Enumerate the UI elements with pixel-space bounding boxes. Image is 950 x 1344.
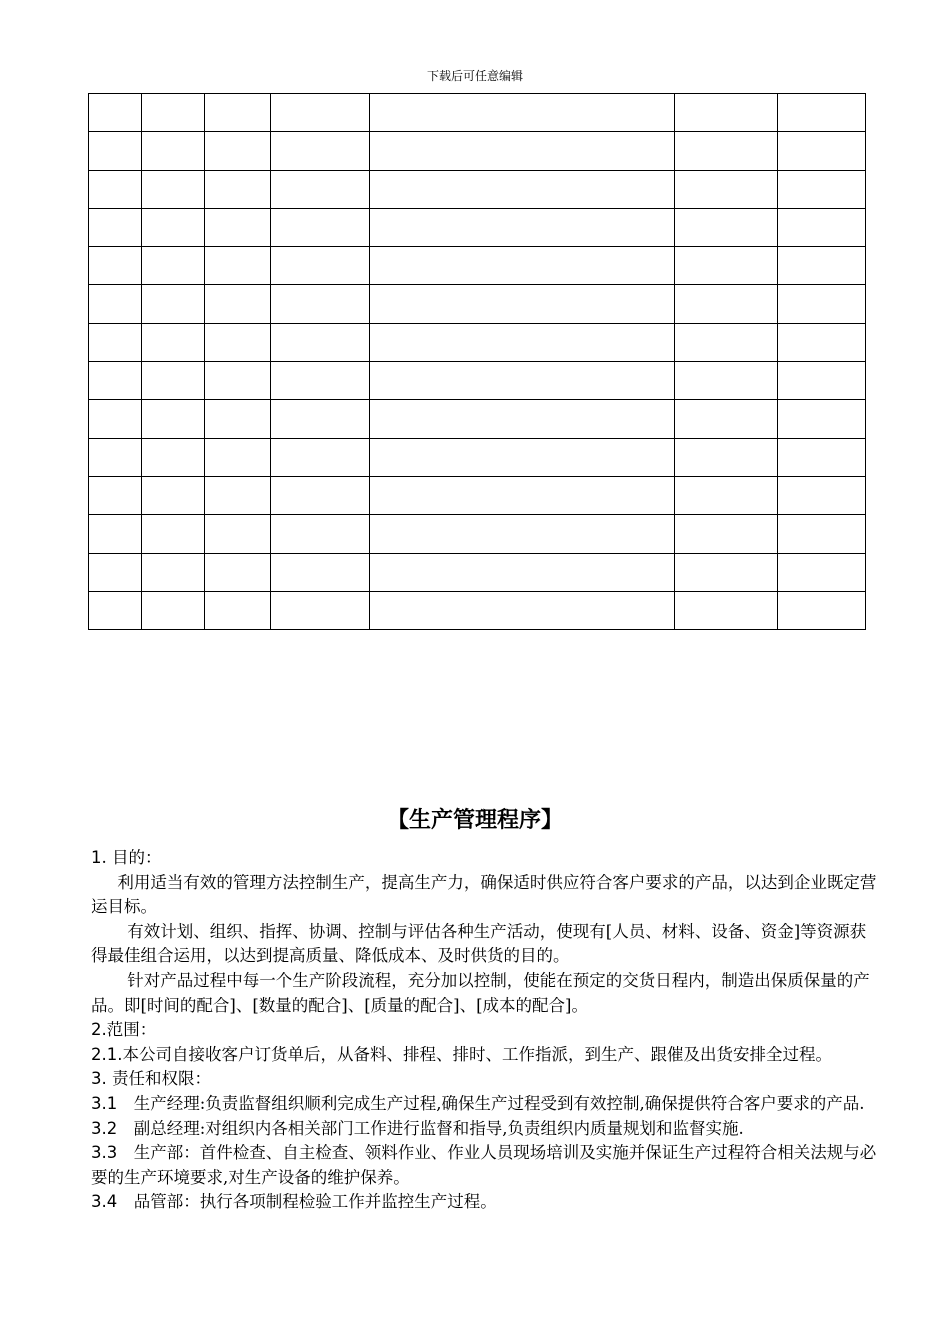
table-cell <box>370 323 675 361</box>
table-cell <box>142 476 205 514</box>
table-cell <box>89 438 142 476</box>
table-cell <box>778 438 866 476</box>
table-cell <box>675 362 778 400</box>
table-cell <box>675 132 778 170</box>
table-cell <box>142 362 205 400</box>
table-cell <box>370 94 675 132</box>
table-cell <box>205 285 271 323</box>
table-cell <box>271 132 370 170</box>
document-body <box>91 846 881 1215</box>
table-cell <box>271 553 370 591</box>
table-cell <box>778 247 866 285</box>
table-cell <box>142 132 205 170</box>
table-row <box>89 323 866 361</box>
table-cell <box>271 323 370 361</box>
table-cell <box>89 285 142 323</box>
table-cell <box>271 170 370 208</box>
responsibility-item-3-4: 3.4 品管部：执行各项制程检验工作并监控生产过程。 <box>91 1192 497 1212</box>
table-cell <box>778 208 866 246</box>
table-row <box>89 208 866 246</box>
table-cell <box>142 208 205 246</box>
purpose-paragraph-2: 有效计划、组织、指挥、协调、控制与评估各种生产活动，使现有[人员、材料、设备、资金]等资源获得最佳组合运用，以达到提高质量、降低成本、及时供货的目的。 <box>91 921 867 966</box>
table-cell <box>205 553 271 591</box>
table-cell <box>142 170 205 208</box>
table-cell <box>370 170 675 208</box>
table-cell <box>142 323 205 361</box>
table-cell <box>778 591 866 629</box>
table-row <box>89 247 866 285</box>
table-cell <box>271 362 370 400</box>
responsibility-item-3-2: 3.2 副总经理:对组织内各相关部门工作进行监督和指导,负责组织内质量规划和监督实施. <box>91 1118 744 1138</box>
table-cell <box>205 247 271 285</box>
table-cell <box>675 94 778 132</box>
table-cell <box>271 285 370 323</box>
table-cell <box>370 400 675 438</box>
table-cell <box>675 400 778 438</box>
table-cell <box>370 438 675 476</box>
section-heading-scope: 2.范围： <box>91 1020 157 1040</box>
table-cell <box>370 476 675 514</box>
table-cell <box>89 553 142 591</box>
table-cell <box>205 132 271 170</box>
purpose-paragraph-3: 针对产品过程中每一个生产阶段流程，充分加以控制，使能在预定的交货日程内，制造出保质保量的产品。即[时间的配合]、[数量的配合]、[质量的配合]、[成本的配合]。 <box>91 970 870 1015</box>
table-cell <box>142 247 205 285</box>
table-cell <box>89 208 142 246</box>
table-cell <box>142 438 205 476</box>
table-cell <box>675 591 778 629</box>
table-cell <box>142 285 205 323</box>
table-cell <box>778 400 866 438</box>
table-row <box>89 591 866 629</box>
table-cell <box>271 591 370 629</box>
page-header: 下载后可任意编辑 <box>426 69 523 83</box>
table-row <box>89 132 866 170</box>
table-cell <box>778 323 866 361</box>
table-cell <box>205 170 271 208</box>
table-cell <box>205 476 271 514</box>
table-row <box>89 438 866 476</box>
table-cell <box>778 553 866 591</box>
table-cell <box>271 476 370 514</box>
table-cell <box>271 208 370 246</box>
table-cell <box>778 94 866 132</box>
table-cell <box>271 438 370 476</box>
table-cell <box>205 208 271 246</box>
table-cell <box>142 400 205 438</box>
table-cell <box>675 285 778 323</box>
table-row <box>89 400 866 438</box>
table-cell <box>89 247 142 285</box>
blank-table <box>88 93 866 630</box>
table-cell <box>89 323 142 361</box>
purpose-paragraph-1: 利用适当有效的管理方法控制生产，提高生产力，确保适时供应符合客户要求的产品，以达到企业既定营运目标。 <box>91 872 877 917</box>
section-heading-responsibility: 3. 责任和权限： <box>91 1069 211 1089</box>
table-cell <box>778 132 866 170</box>
responsibility-item-3-1: 3.1 生产经理:负责监督组织顺利完成生产过程,确保生产过程受到有效控制,确保提供符合客户要求的产品. <box>91 1093 865 1113</box>
table-cell <box>271 515 370 553</box>
table-cell <box>778 285 866 323</box>
table-row <box>89 170 866 208</box>
table-cell <box>675 515 778 553</box>
table-row <box>89 285 866 323</box>
table-cell <box>778 170 866 208</box>
table-cell <box>142 515 205 553</box>
table-cell <box>142 591 205 629</box>
table-cell <box>89 362 142 400</box>
table-cell <box>675 208 778 246</box>
table-cell <box>675 476 778 514</box>
table-cell <box>778 515 866 553</box>
responsibility-item-3-3: 3.3 生产部：首件检查、自主检查、领料作业、作业人员现场培训及实施并保证生产过程符合相关法规与必要的生产环境要求,对生产设备的维护保养。 <box>91 1143 877 1187</box>
table-cell <box>142 553 205 591</box>
table-cell <box>89 591 142 629</box>
table-cell <box>675 323 778 361</box>
table-cell <box>370 362 675 400</box>
table-cell <box>370 515 675 553</box>
table-row <box>89 362 866 400</box>
table-row <box>89 476 866 514</box>
table-cell <box>142 94 205 132</box>
table-cell <box>370 553 675 591</box>
table-cell <box>89 132 142 170</box>
table-cell <box>271 94 370 132</box>
table-cell <box>205 515 271 553</box>
table-cell <box>205 362 271 400</box>
scope-item-2-1: 2.1.本公司自接收客户订货单后，从备料、排程、排时、工作指派，到生产、跟催及出货安排全过程。 <box>91 1044 832 1064</box>
table-cell <box>778 476 866 514</box>
table-cell <box>370 132 675 170</box>
table-cell <box>89 515 142 553</box>
table-row <box>89 94 866 132</box>
table-cell <box>370 247 675 285</box>
table-cell <box>205 323 271 361</box>
table-cell <box>675 438 778 476</box>
table-row <box>89 515 866 553</box>
section-heading-purpose: 1. 目的： <box>91 848 162 867</box>
table-cell <box>205 438 271 476</box>
table-cell <box>675 553 778 591</box>
table-cell <box>89 400 142 438</box>
document-title: 【生产管理程序】 <box>386 808 563 833</box>
table-cell <box>205 94 271 132</box>
table-cell <box>370 208 675 246</box>
table-cell <box>89 476 142 514</box>
table-cell <box>675 247 778 285</box>
table-cell <box>205 400 271 438</box>
table-cell <box>370 591 675 629</box>
table-cell <box>271 247 370 285</box>
table-row <box>89 553 866 591</box>
table-cell <box>89 170 142 208</box>
table-cell <box>89 94 142 132</box>
table-cell <box>205 591 271 629</box>
table-cell <box>778 362 866 400</box>
table-cell <box>271 400 370 438</box>
table-cell <box>370 285 675 323</box>
table-cell <box>675 170 778 208</box>
